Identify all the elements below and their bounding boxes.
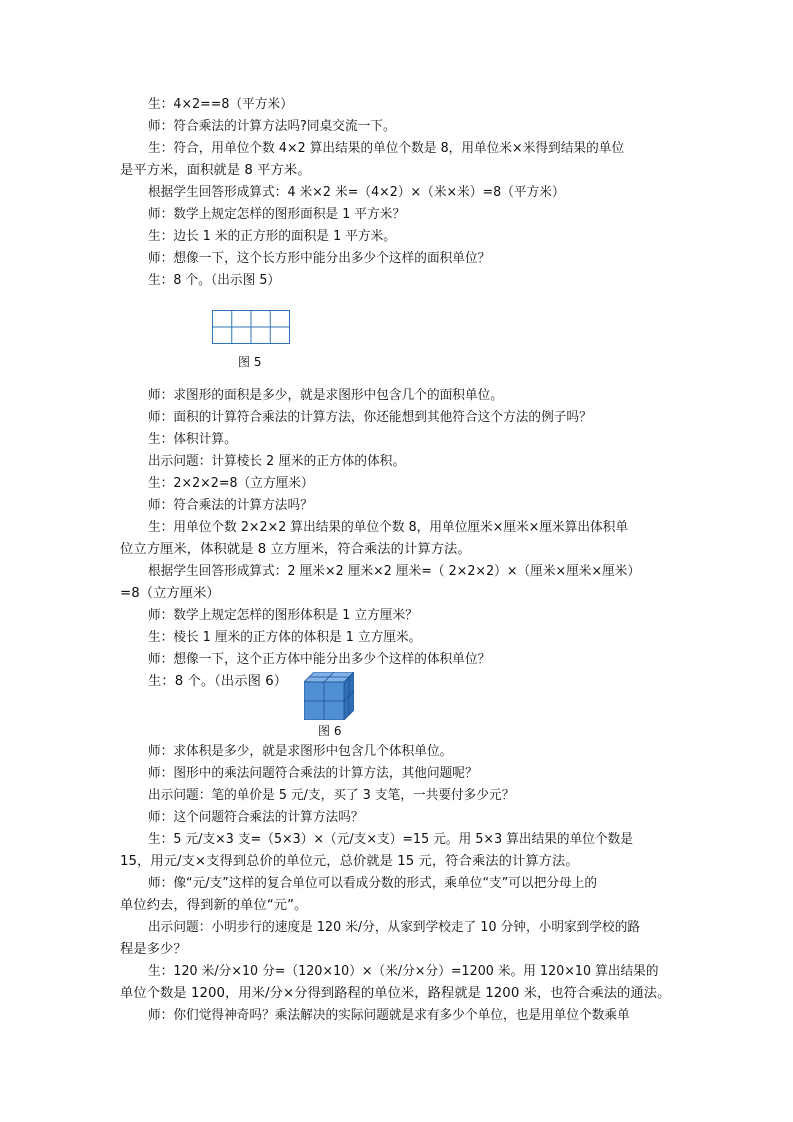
figure-6-cube — [304, 672, 354, 720]
text-line: 生：8 个。（出示图 6） — [148, 674, 288, 689]
text-line: =8（立方厘米） — [120, 586, 220, 601]
text-line: 师：面积的计算符合乘法的计算方法，你还能想到其他符合这个方法的例子吗？ — [148, 410, 592, 425]
figure-6-caption: 图 6 — [318, 724, 342, 738]
text-line: 生：8 个。（出示图 5） — [148, 273, 281, 288]
text-line: 师：数学上规定怎样的图形体积是 1 立方厘米？ — [148, 608, 418, 623]
figure-5-caption: 图 5 — [238, 355, 262, 369]
text-line: 根据学生回答形成算式：2 厘米×2 厘米×2 厘米=（ 2×2×2）×（厘米×厘米×厘米） — [148, 564, 641, 579]
text-line: 出示问题：计算棱长 2 厘米的正方体的体积。 — [148, 454, 406, 469]
text-line: 师：求图形的面积是多少，就是求图形中包含几个的面积单位。 — [148, 388, 504, 403]
text-line: 生：4×2==8（平方米） — [148, 97, 293, 112]
text-line: 位立方厘米，体积就是 8 立方厘米，符合乘法的计算方法。 — [120, 542, 471, 557]
text-line: 生：棱长 1 厘米的正方体的体积是 1 立方厘米。 — [148, 630, 422, 645]
text-line: 出示问题：笔的单价是 5 元/支，买了 3 支笔，一共要付多少元？ — [148, 788, 515, 803]
text-line: 生：2×2×2=8（立方厘米） — [148, 476, 314, 491]
figure-5-grid — [212, 310, 290, 344]
text-line: 生：用单位个数 2×2×2 算出结果的单位个数 8，用单位厘米×厘米×厘米算出体积单 — [148, 520, 629, 535]
text-line: 出示问题：小明步行的速度是 120 米/分，从家到学校走了 10 分钟，小明家到学校的路 — [148, 920, 641, 935]
text-line: 师：想像一下，这个长方形中能分出多少个这样的面积单位？ — [148, 251, 491, 266]
text-line: 师：求体积是多少，就是求图形中包含几个体积单位。 — [148, 744, 453, 759]
text-line: 是平方米，面积就是 8 平方米。 — [120, 163, 311, 178]
text-line: 师：符合乘法的计算方法吗？ — [148, 498, 313, 513]
text-line: 师：你们觉得神奇吗？乘法解决的实际问题就是求有多少个单位，也是用单位个数乘单 — [148, 1008, 630, 1023]
text-line: 程是多少？ — [120, 942, 187, 957]
text-line: 单位约去，得到新的单位“元”。 — [120, 898, 308, 913]
text-line: 单位个数是 1200，用米/分×分得到路程的单位米，路程就是 1200 米，也符合乘法的通法。 — [120, 986, 671, 1001]
text-line: 师：图形中的乘法问题符合乘法的计算方法，其他问题呢？ — [148, 766, 478, 781]
text-line: 师：想像一下，这个正方体中能分出多少个这样的体积单位？ — [148, 652, 491, 667]
text-line: 师：符合乘法的计算方法吗?同桌交流一下。 — [148, 119, 396, 134]
text-line: 师：这个问题符合乘法的计算方法吗？ — [148, 810, 364, 825]
text-line: 生：体积计算。 — [148, 432, 237, 447]
text-line: 根据学生回答形成算式：4 米×2 米=（4×2）×（米×米）=8（平方米） — [148, 185, 565, 200]
text-line: 生：5 元/支×3 支=（5×3）×（元/支×支）=15 元。用 5×3 算出结果的单位个数是 — [148, 832, 634, 847]
text-line: 师：数学上规定怎样的图形面积是 1 平方米？ — [148, 207, 406, 222]
text-line: 生：120 米/分×10 分=（120×10）×（米/分×分）=1200 米。用 120×10 算出结果的 — [148, 964, 659, 979]
text-line: 15，用元/支×支得到总价的单位元，总价就是 15 元，符合乘法的计算方法。 — [120, 854, 579, 869]
text-line: 生：符合，用单位个数 4×2 算出结果的单位个数是 8，用单位米×米得到结果的单位 — [148, 141, 625, 156]
text-line: 生：边长 1 米的正方形的面积是 1 平方米。 — [148, 229, 396, 244]
text-line: 师：像“元/支”这样的复合单位可以看成分数的形式，乘单位“支”可以把分母上的 — [148, 876, 598, 891]
